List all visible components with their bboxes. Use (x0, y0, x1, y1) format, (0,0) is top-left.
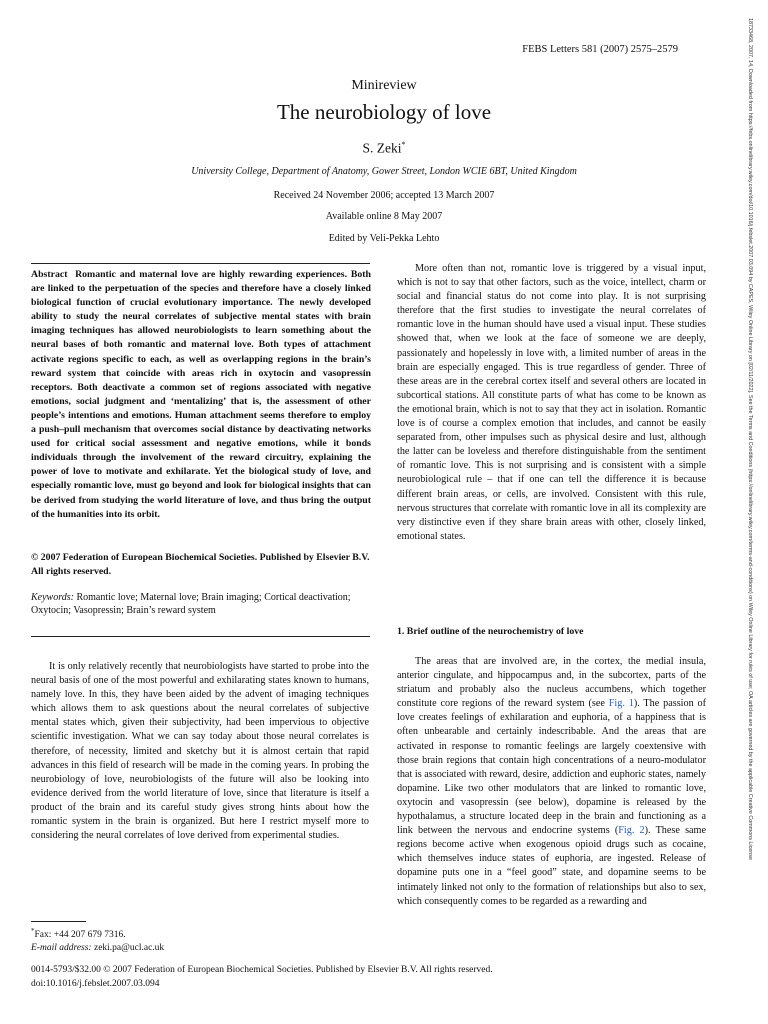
section-label: Minireview (351, 78, 417, 93)
affiliation: University College, Department of Anatomy, Gower Street, London WCIE 6BT, United Kingdom (191, 166, 577, 177)
download-notice: 18733468, 2007, 14, Downloaded from https://febs.onlinelibrary.wiley.com/doi/10.1016/j.febslet.2007.03.094 by CAPES, Wiley Online Library on [02/11/2022]. See the Terms and Conditions (https://onlinelibrary.wiley.com/terms-and-conditions) on Wiley Online Library for rules of use; OA articles are governed by the applicable Creative Commons License (747, 18, 753, 860)
paragraph-2-part-a: The areas that are involved are, in the cortex, the medial insula, anterior cingulate, and hippocampus and, in the subcortex, parts of the striatum and probably also the nucleus accumbens, which together constitute core regions of the reward system (see (397, 656, 706, 710)
right-column-paragraph-2 (397, 655, 706, 909)
footnote-mark: * (31, 927, 35, 935)
abstract-bottom-rule (31, 636, 370, 637)
footnote-rule (31, 921, 86, 922)
author-name: S. Zeki (362, 140, 402, 156)
available-online: Available online 8 May 2007 (325, 211, 443, 222)
footnote (31, 925, 351, 954)
paragraph-2-part-c: ). These same regions become active when exogenous opioid drugs such as cocaine, which themselves induce states of euphoria, are ingested. Release of dopamine puts one in a “feel good” state, and dopamine seems to be intimately linked not only to the formation of relationships but also to sex, which consequently comes to be regarded as a rewarding and (397, 825, 706, 907)
fig2-link[interactable]: Fig. 2 (618, 825, 645, 837)
abstract-label: Abstract (31, 269, 68, 280)
download-sidebar (741, 18, 755, 998)
edited-by: Edited by Veli-Pekka Lehto (328, 233, 440, 244)
keywords-text: Romantic love; Maternal love; Brain imaging; Cortical deactivation; Oxytocin; Vasopressin; Brain’s reward system (31, 592, 351, 616)
author-footnote-mark[interactable]: * (401, 140, 406, 149)
fig1-link[interactable]: Fig. 1 (608, 698, 634, 710)
paragraph-2-part-b: ). The passion of love creates feelings of exhilaration and euphoria, of a happiness that is often unbearable and certainly indescribable. And the areas that are activated in response to romantic feelings are largely coextensive with those brain regions that contain high concentrations of a neuro-modulator that is associated with reward, desire, addiction and euphoric states, namely dopamine. Like two other modulators that are linked to romantic love, oxytocin and vasopressin (see below), dopamine is released by the hypothalamus, a structure located deep in the brain and functioning as a link between the nervous and endocrine systems ( (397, 698, 707, 837)
email-address[interactable]: zeki.pa@ucl.ac.uk (93, 942, 165, 953)
bottom-imprint (31, 963, 711, 991)
abstract-top-rule (31, 263, 370, 264)
article-title: The neurobiology of love (276, 100, 492, 124)
keywords-label: Keywords: (31, 592, 74, 603)
email-label: E-mail address: (31, 942, 92, 953)
author (0, 140, 768, 157)
fax-number: Fax: +44 207 679 7316. (34, 930, 126, 941)
received-dates: Received 24 November 2006; accepted 13 March 2007 (273, 190, 495, 201)
introduction-paragraph: It is only relatively recently that neurobiologists have started to probe into the neural basis of one of the most powerful and exhilarating states known to humans, namely love. In this, they have been aided by the advent of imaging techniques which allows them to ask questions about the neural correlates of subjective mental states which, given their subjectivity, had been impervious to objective scientific investigation. What we can say today about those neural correlates is therefore, of necessity, limited and sketchy but it is almost certain that rapid advances in this field of research will be made in the coming years. In probing the neurobiology of love, neurobiologists of the future will also be looking into evidence derived from the world literature of love, since that literature is itself a product of the brain and its careful study gives strong hints about how the romantic system in the brain is organized. But here I restrict myself more to considering the neural correlates of love derived from experimental studies. (31, 661, 369, 842)
doi-line[interactable]: doi:10.1016/j.febslet.2007.03.094 (31, 979, 160, 989)
section-heading-neurochemistry: 1. Brief outline of the neurochemistry of love (397, 626, 584, 637)
footnote-fax (31, 925, 351, 942)
journal-citation: FEBS Letters 581 (2007) 2575–2579 (522, 44, 678, 55)
issn-line: 0014-5793/$32.00 © 2007 Federation of European Biochemical Societies. Published by Elsevier B.V. All rights reserved. (31, 965, 493, 975)
abstract (31, 268, 371, 522)
abstract-text: Romantic and maternal love are highly rewarding experiences. Both are linked to the perpetuation of the species and therefore have a closely linked biological function of crucial evolutionary importance. The newly developed ability to study the neural correlates of subjective mental states with brain imaging techniques has allowed neurobiologists to learn something about the neural bases of both romantic and maternal love. Both types of attachment activate regions specific to each, as well as overlapping regions in the brain’s reward system that coincide with areas rich in oxytocin and vasopressin receptors. Both deactivate a common set of regions associated with negative emotions, social judgment and ‘mentalizing’ that is, the assessment of other people’s intentions and emotions. Human attachment seems therefore to employ a push–pull mechanism that overcomes social distance by deactivating networks used for critical social assessment and negative emotions, while it bonds individuals through the involvement of the reward circuitry, explaining the power of love to motivate and exhilarate. Yet the biological study of love, and especially romantic love, must go beyond and look for biological insights that can be derived from studying the world literature of love, and thus bring the output of the humanities into its orbit. (31, 269, 371, 520)
keywords (31, 592, 361, 618)
right-column-paragraph-1: More often than not, romantic love is triggered by a visual input, which is not to say that other factors, such as the voice, intellect, charm or social and financial status do not come into play. It is not surprising therefore that the first studies to investigate the neural correlates of romantic love in the human should have used a visual input. These studies showed that, when we look at the face of someone we are deeply, passionately and hopelessly in love with, a limited number of areas in the brain are especially engaged. This is true regardless of gender. Three of these areas are in the cerebral cortex itself and several others are located in subcortical stations. All constitute parts of what has come to be known as the emotional brain, which is not to say that they act in isolation. Romantic love is of course a complex emotion that includes, and cannot be easily separated from, other impulses such as physical desire and lust, although the latter can be loveless and therefore distinguishable from the sentiment of romantic love. This is not surprising and is consistent with a simple neurobiological rule – that if one can tell the difference it is because different brain areas, or cells, are involved. Consistent with this rule, nervous structures that correlate with romantic love in all its complexity are very distinctive even if they share brain areas with other, closely linked, emotional states. (397, 263, 706, 542)
footnote-email (31, 942, 351, 954)
abstract-copyright: © 2007 Federation of European Biochemical Societies. Published by Elsevier B.V. All rights reserved. (31, 552, 370, 577)
